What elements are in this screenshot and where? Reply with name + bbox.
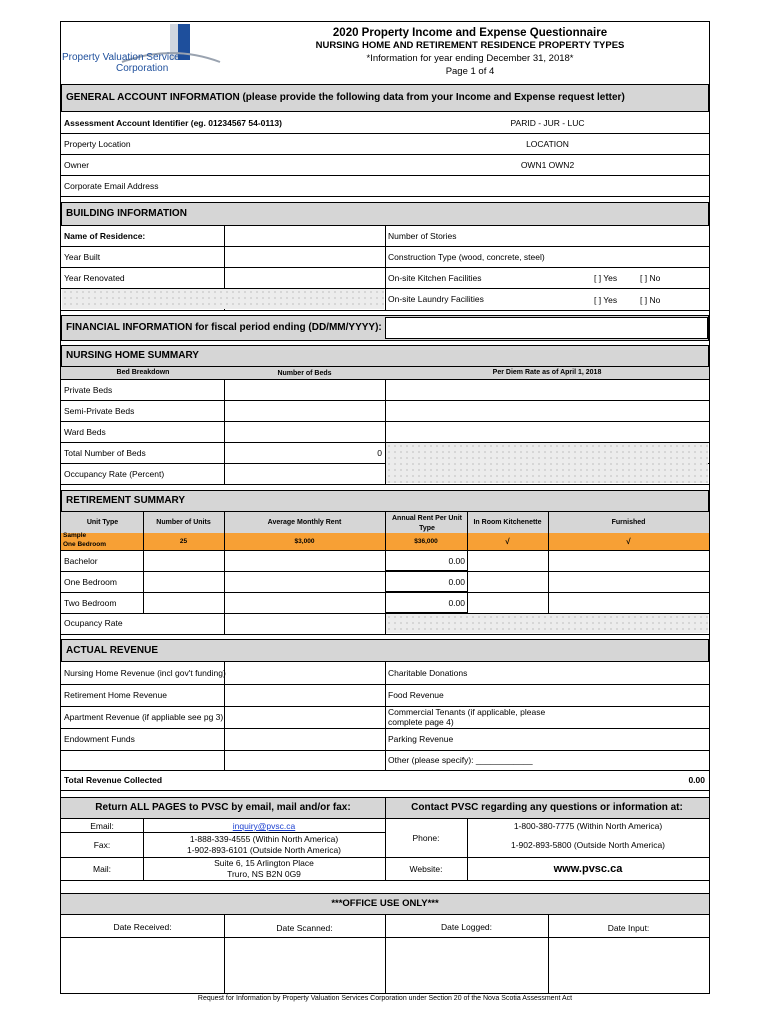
sample-label: Sample xyxy=(63,532,87,539)
form-subtitle: NURSING HOME AND RETIREMENT RESIDENCE PROPERTY TYPES xyxy=(315,40,625,51)
mail-1: Suite 6, 15 Arlington Place xyxy=(214,858,314,868)
other-label: Other (please specify): ____________ xyxy=(388,755,533,765)
ocupancy-rate-label: Ocupancy Rate xyxy=(64,618,123,628)
phone-2: 1-902-893-5800 (Outside North America) xyxy=(510,840,666,850)
total-revenue-value: 0.00 xyxy=(688,775,705,785)
nursing-revenue-label: Nursing Home Revenue (incl gov't funding) xyxy=(64,668,226,678)
phone-1: 1-800-380-7775 (Within North America) xyxy=(513,821,663,831)
property-location-value[interactable]: LOCATION xyxy=(526,139,569,149)
disabled-field xyxy=(386,443,708,483)
revenue-heading: ACTUAL REVENUE xyxy=(61,639,709,662)
commercial-label-2: complete page 4) xyxy=(388,717,454,727)
fax-1: 1-888-339-4555 (Within North America) xyxy=(189,834,339,844)
bed-breakdown-header: Bed Breakdown xyxy=(116,369,170,376)
phone-label: Phone: xyxy=(412,833,440,843)
property-location-label: Property Location xyxy=(64,139,131,149)
ward-beds-label: Ward Beds xyxy=(64,427,106,437)
date-input-label: Date Input: xyxy=(607,923,650,933)
email-link[interactable]: inquiry@pvsc.ca xyxy=(232,821,296,831)
owner-label: Owner xyxy=(64,160,90,170)
form-info: *Information for year ending December 31, 2018* xyxy=(366,53,574,64)
email-contact-label: Email: xyxy=(90,821,114,831)
sample-rent: $3,000 xyxy=(294,538,315,545)
construction-label: Construction Type (wood, concrete, steel) xyxy=(388,252,545,262)
disabled-field xyxy=(62,289,384,309)
total-beds-value: 0 xyxy=(377,448,382,458)
laundry-yes-checkbox[interactable]: [ ] Yes xyxy=(594,295,618,305)
fax-2: 1-902-893-6101 (Outside North America) xyxy=(186,845,342,855)
account-id-label: Assessment Account Identifier (eg. 01234567 54-0113) xyxy=(64,118,282,128)
date-scanned-label: Date Scanned: xyxy=(276,923,333,933)
website-link[interactable]: www.pvsc.ca xyxy=(553,863,623,875)
laundry-no-checkbox[interactable]: [ ] No xyxy=(640,295,661,305)
general-heading: GENERAL ACCOUNT INFORMATION (please provide the following data from your Income and Expense request letter) xyxy=(61,84,709,112)
office-use-heading: ***OFFICE USE ONLY*** xyxy=(331,898,439,909)
two-bedroom-annual: 0.00 xyxy=(448,598,465,608)
pvsc-logo xyxy=(62,22,232,80)
owner-value[interactable]: OWN1 OWN2 xyxy=(520,160,575,170)
year-built-label: Year Built xyxy=(64,252,101,262)
retirement-heading: RETIREMENT SUMMARY xyxy=(61,490,709,512)
building-heading: BUILDING INFORMATION xyxy=(61,202,709,226)
commercial-label-1: Commercial Tenants (if applicable, please xyxy=(388,707,546,717)
footer-note: Request for Information by Property Valuation Services Corporation under Section 20 of the Nova Scotia Assessment Act xyxy=(197,995,573,1002)
annual-rent-header xyxy=(387,514,467,534)
two-bedroom-label: Two Bedroom xyxy=(64,598,117,608)
fax-label: Fax: xyxy=(93,840,111,850)
annual-rent-header-text: Annual Rent Per Unit Type xyxy=(391,515,462,532)
residence-name-label: Name of Residence: xyxy=(64,231,146,241)
per-diem-header: Per Diem Rate as of April 1, 2018 xyxy=(492,369,602,376)
disabled-field xyxy=(386,614,708,633)
email-label: Corporate Email Address xyxy=(64,181,159,191)
mail-label: Mail: xyxy=(93,864,111,874)
logo-text-1: Property Valuation Services xyxy=(62,52,185,63)
laundry-label: On-site Laundry Facilities xyxy=(388,294,484,304)
date-received-label: Date Received: xyxy=(113,922,172,932)
one-bedroom-label: One Bedroom xyxy=(64,577,117,587)
return-heading: Return ALL PAGES to PVSC by email, mail and/or fax: xyxy=(95,802,351,813)
donations-label: Charitable Donations xyxy=(388,668,468,678)
semi-private-beds-label: Semi-Private Beds xyxy=(64,406,135,416)
contact-heading: Contact PVSC regarding any questions or information at: xyxy=(411,802,683,813)
account-id-value[interactable]: PARID - JUR - LUC xyxy=(510,118,585,128)
sample-furnished: √ xyxy=(626,537,631,546)
kitchen-yes-checkbox[interactable]: [ ] Yes xyxy=(594,273,618,283)
one-bedroom-annual: 0.00 xyxy=(448,577,465,587)
food-revenue-label: Food Revenue xyxy=(388,690,444,700)
furnished-header: Furnished xyxy=(611,519,646,526)
retirement-revenue-label: Retirement Home Revenue xyxy=(64,690,167,700)
sample-units: 25 xyxy=(179,538,188,545)
kitchen-label: On-site Kitchen Facilities xyxy=(388,273,482,283)
unit-type-header: Unit Type xyxy=(86,519,119,526)
website-label: Website: xyxy=(409,864,443,874)
sample-type: One Bedroom xyxy=(63,541,106,548)
form-title: 2020 Property Income and Expense Questionnaire xyxy=(332,27,608,39)
bachelor-label: Bachelor xyxy=(64,556,98,566)
year-renovated-label: Year Renovated xyxy=(64,273,125,283)
endowment-label: Endowment Funds xyxy=(64,734,135,744)
mail-2: Truro, NS B2N 0G9 xyxy=(227,869,301,879)
kitchen-no-checkbox[interactable]: [ ] No xyxy=(640,273,661,283)
residence-name-input[interactable] xyxy=(225,227,384,246)
page-number: Page 1 of 4 xyxy=(445,66,495,77)
logo-text-2: Corporation xyxy=(116,63,169,74)
financial-heading: FINANCIAL INFORMATION for fiscal period ending (DD/MM/YYYY): xyxy=(61,315,709,341)
nursing-heading: NURSING HOME SUMMARY xyxy=(61,345,709,367)
sample-kitchen: √ xyxy=(505,537,510,546)
date-logged-label: Date Logged: xyxy=(440,922,493,932)
total-revenue-label: Total Revenue Collected xyxy=(64,775,163,785)
occupancy-label: Occupancy Rate (Percent) xyxy=(64,469,165,479)
parking-label: Parking Revenue xyxy=(388,734,454,744)
stories-label: Number of Stories xyxy=(388,231,457,241)
total-beds-label: Total Number of Beds xyxy=(64,448,146,458)
avg-rent-header: Average Monthly Rent xyxy=(267,519,342,526)
units-header: Number of Units xyxy=(156,519,211,526)
kitchenette-header: In Room Kitchenette xyxy=(473,519,542,526)
number-beds-header: Number of Beds xyxy=(277,370,332,377)
sample-annual: $36,000 xyxy=(414,538,438,545)
apartment-revenue-label: Apartment Revenue (if appliable see pg 3) xyxy=(64,712,224,722)
bachelor-annual: 0.00 xyxy=(448,556,465,566)
private-beds-label: Private Beds xyxy=(64,385,113,395)
fiscal-period-input[interactable] xyxy=(385,317,708,339)
